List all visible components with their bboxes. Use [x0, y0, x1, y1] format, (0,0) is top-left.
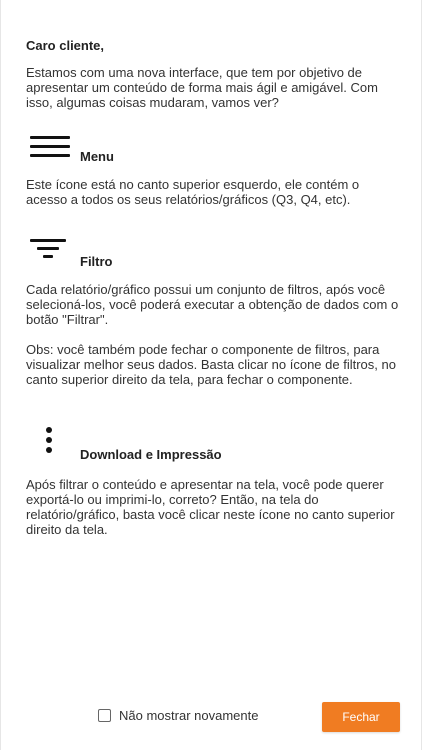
- section-download-header: [26, 427, 401, 467]
- section-filter-text: Cada relatório/gráfico possui um conjunto de filtros, após você selecioná-los, você poderá executar a obtenção de dados com o botão "Filtrar".: [26, 282, 399, 327]
- dont-show-again-option[interactable]: [98, 708, 258, 723]
- section-menu-header: [26, 132, 401, 172]
- dialog-footer: [1, 700, 422, 732]
- section-filter-header: [26, 237, 401, 277]
- intro-text: Estamos com uma nova interface, que tem por objetivo de apresentar um conteúdo de forma mais ágil e amigável. Com isso, algumas coisas mudaram, vamos ver?: [26, 65, 378, 110]
- section-menu: [26, 132, 401, 237]
- section-download-title: Download e Impressão: [80, 447, 222, 462]
- section-filter-title: Filtro: [80, 254, 113, 269]
- section-download: [26, 427, 401, 537]
- section-filter: [26, 237, 401, 427]
- section-menu-text: Este ícone está no canto superior esquerdo, ele contém o acesso a todos os seus relatórios/gráficos (Q3, Q4, etc).: [26, 177, 360, 207]
- section-filter-note: Obs: você também pode fechar o componente de filtros, para visualizar melhor seus dados. Basta clicar no ícone de filtros, no canto superior direito da tela, para fechar o componente.: [26, 342, 396, 387]
- section-download-text: Após filtrar o conteúdo e apresentar na tela, você pode querer exportá-lo ou imprimi-lo, correto? Então, na tela do relatório/gráfico, basta você clicar neste ícone no canto superior direito da tela.: [26, 477, 395, 537]
- dialog-content: [26, 38, 401, 537]
- hamburger-menu-icon: [30, 136, 70, 160]
- close-button[interactable]: Fechar: [322, 702, 400, 732]
- dont-show-again-label: Não mostrar novamente: [119, 708, 259, 723]
- dont-show-again-checkbox[interactable]: [98, 709, 111, 722]
- vertical-dots-icon: [46, 427, 56, 457]
- section-menu-title: Menu: [80, 149, 114, 164]
- greeting: Caro cliente,: [26, 38, 105, 53]
- filter-icon: [30, 239, 66, 261]
